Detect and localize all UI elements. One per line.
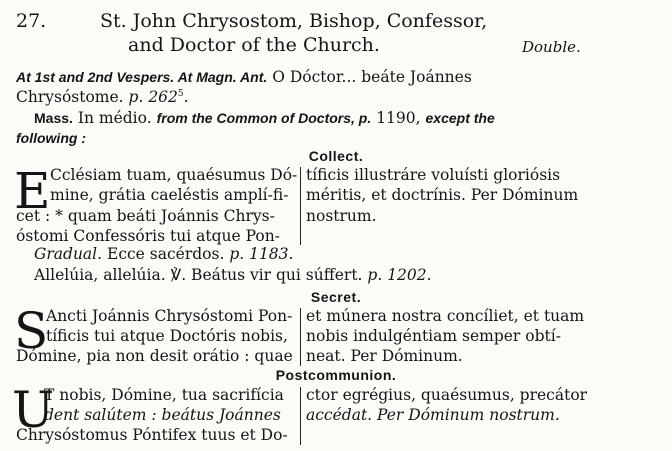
feast-title-line2: and Doctor of the Church. (128, 34, 380, 56)
mass-except: except the (425, 110, 495, 126)
mass-label: Mass. (34, 110, 73, 126)
collect-left-2: cet : * quam beáti Joánnis Chrys- (16, 207, 275, 225)
feast-number: 27. (16, 10, 47, 32)
postcommunion-left-2: Chrysóstomus Póntifex tuus et Do- (16, 426, 288, 444)
postcommunion-right-1: accédat. Per Dóminum nostrum. (306, 406, 560, 424)
gradual-ref: p. 1183. (229, 245, 294, 263)
postcommunion-divider (300, 387, 301, 445)
collect-right-1: méritis, et doctrínis. Per Dóminum (306, 186, 579, 204)
secret-left-1: tíficis tui atque Doctóris nobis, (46, 327, 288, 345)
alleluia-line (34, 266, 432, 284)
mass-following: following : (16, 130, 86, 146)
secret-divider (300, 308, 301, 366)
feast-title-line1: St. John Chrysostom, Bishop, Confessor, (100, 10, 488, 32)
feast-rank: Double. (522, 38, 581, 56)
gradual-label: Gradual. (34, 245, 103, 263)
secret-right-0: et múnera nostra concíliet, et tuam (306, 307, 585, 325)
vespers-lead: At 1st and 2nd Vespers. At Magn. Ant. (16, 69, 268, 85)
secret-initial: S (14, 302, 49, 360)
alleluia-text: Allelúia, allelúia. ℣. Beátus vir qui súffert. (34, 266, 363, 284)
collect-right-0: tíficis illustráre voluísti gloriósis (306, 166, 561, 184)
postcommunion-heading: Postcommunion. (275, 367, 397, 383)
mass-line (34, 109, 495, 127)
postcommunion-left-1: dent salútem : beátus Joánnes (44, 406, 281, 424)
collect-left-3: óstomi Confessóris tui atque Pon- (16, 227, 280, 245)
vespers-text2: Chrysóstome. (16, 88, 124, 106)
postcommunion-initial: U (12, 381, 55, 439)
vespers-ref: p. 262 (128, 88, 178, 106)
mass-text: In médio. (77, 109, 152, 127)
vespers-text: O Dóctor... beáte Joánnes (272, 68, 472, 86)
vespers-ref-sup: 5 (177, 88, 184, 99)
mass-page: 1190, (376, 109, 421, 127)
secret-left-2: Dómine, pia non desit orátio : quae (16, 347, 293, 365)
gradual-line (34, 245, 293, 263)
collect-heading: Collect. (308, 148, 364, 164)
collect-left-0: Cclésiam tuam, quaésumus Dó- (50, 166, 298, 184)
postcommunion-left-0: T nobis, Dómine, tua sacrifícia (44, 386, 284, 404)
secret-right-1: nobis indulgéntiam semper obtí- (306, 327, 561, 345)
gradual-text: Ecce sacérdos. (107, 245, 225, 263)
alleluia-ref: p. 1202. (367, 266, 432, 284)
secret-left-0: Ancti Joánnis Chrysóstomi Pon- (46, 307, 293, 325)
collect-divider (300, 167, 301, 245)
collect-initial: E (14, 162, 51, 220)
collect-left-1: mine, grátia caeléstis amplí-fi- (50, 186, 289, 204)
secret-heading: Secret. (310, 289, 362, 305)
postcommunion-right-0: ctor egrégius, quaésumus, precátor (306, 386, 588, 404)
secret-right-2: neat. Per Dóminum. (306, 347, 463, 365)
mass-lead: from the Common of Doctors, p. (156, 110, 372, 126)
vespers-line (16, 68, 472, 86)
vespers-ref-end: . (183, 88, 189, 106)
vespers-line2 (16, 88, 189, 106)
collect-right-2: nostrum. (306, 207, 377, 225)
